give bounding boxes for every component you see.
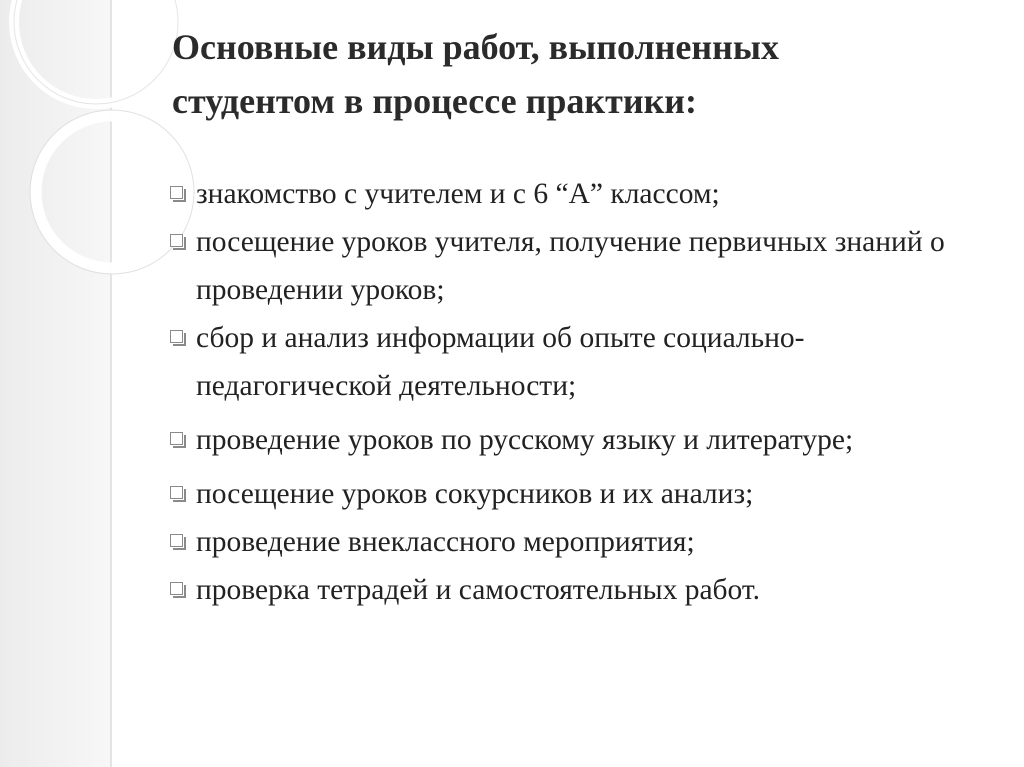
ring-decoration-upper bbox=[14, 0, 178, 104]
slide-title-line-1: Основные виды работ, выполненных bbox=[172, 27, 779, 67]
list-item-text: знакомство с учителем и с 6 “А” классом; bbox=[196, 178, 720, 210]
square-bullet-icon bbox=[170, 432, 183, 445]
list-item bbox=[168, 170, 998, 218]
list-item-text: посещение уроков сокурсников и их анализ; bbox=[196, 478, 754, 510]
slide-title-line-2: студентом в процессе практики: bbox=[172, 81, 698, 121]
square-bullet-icon bbox=[170, 534, 183, 547]
list-item bbox=[168, 566, 998, 614]
ring-decoration-upper-outline bbox=[14, 0, 178, 104]
square-bullet-icon bbox=[170, 330, 183, 343]
list-item bbox=[168, 518, 998, 566]
list-item-text: проведение внеклассного мероприятия; bbox=[196, 526, 695, 558]
list-item bbox=[168, 218, 998, 314]
list-item bbox=[168, 470, 998, 518]
square-bullet-icon bbox=[170, 186, 183, 199]
activity-list bbox=[168, 170, 998, 614]
ring-decoration-lower bbox=[36, 116, 188, 268]
list-item-text: проверка тетрадей и самостоятельных работ. bbox=[196, 574, 760, 606]
list-item bbox=[168, 416, 998, 464]
square-bullet-icon bbox=[170, 486, 183, 499]
slide-title bbox=[172, 20, 992, 128]
square-bullet-icon bbox=[170, 582, 183, 595]
list-item bbox=[168, 314, 998, 410]
list-item-text: проведение уроков по русскому языку и литературе; bbox=[196, 424, 854, 456]
square-bullet-icon bbox=[170, 234, 183, 247]
list-item-text: посещение уроков учителя, получение первичных знаний о проведении уроков; bbox=[196, 226, 945, 306]
list-item-text: сбор и анализ информации об опыте социально-педагогической деятельности; bbox=[196, 322, 805, 402]
